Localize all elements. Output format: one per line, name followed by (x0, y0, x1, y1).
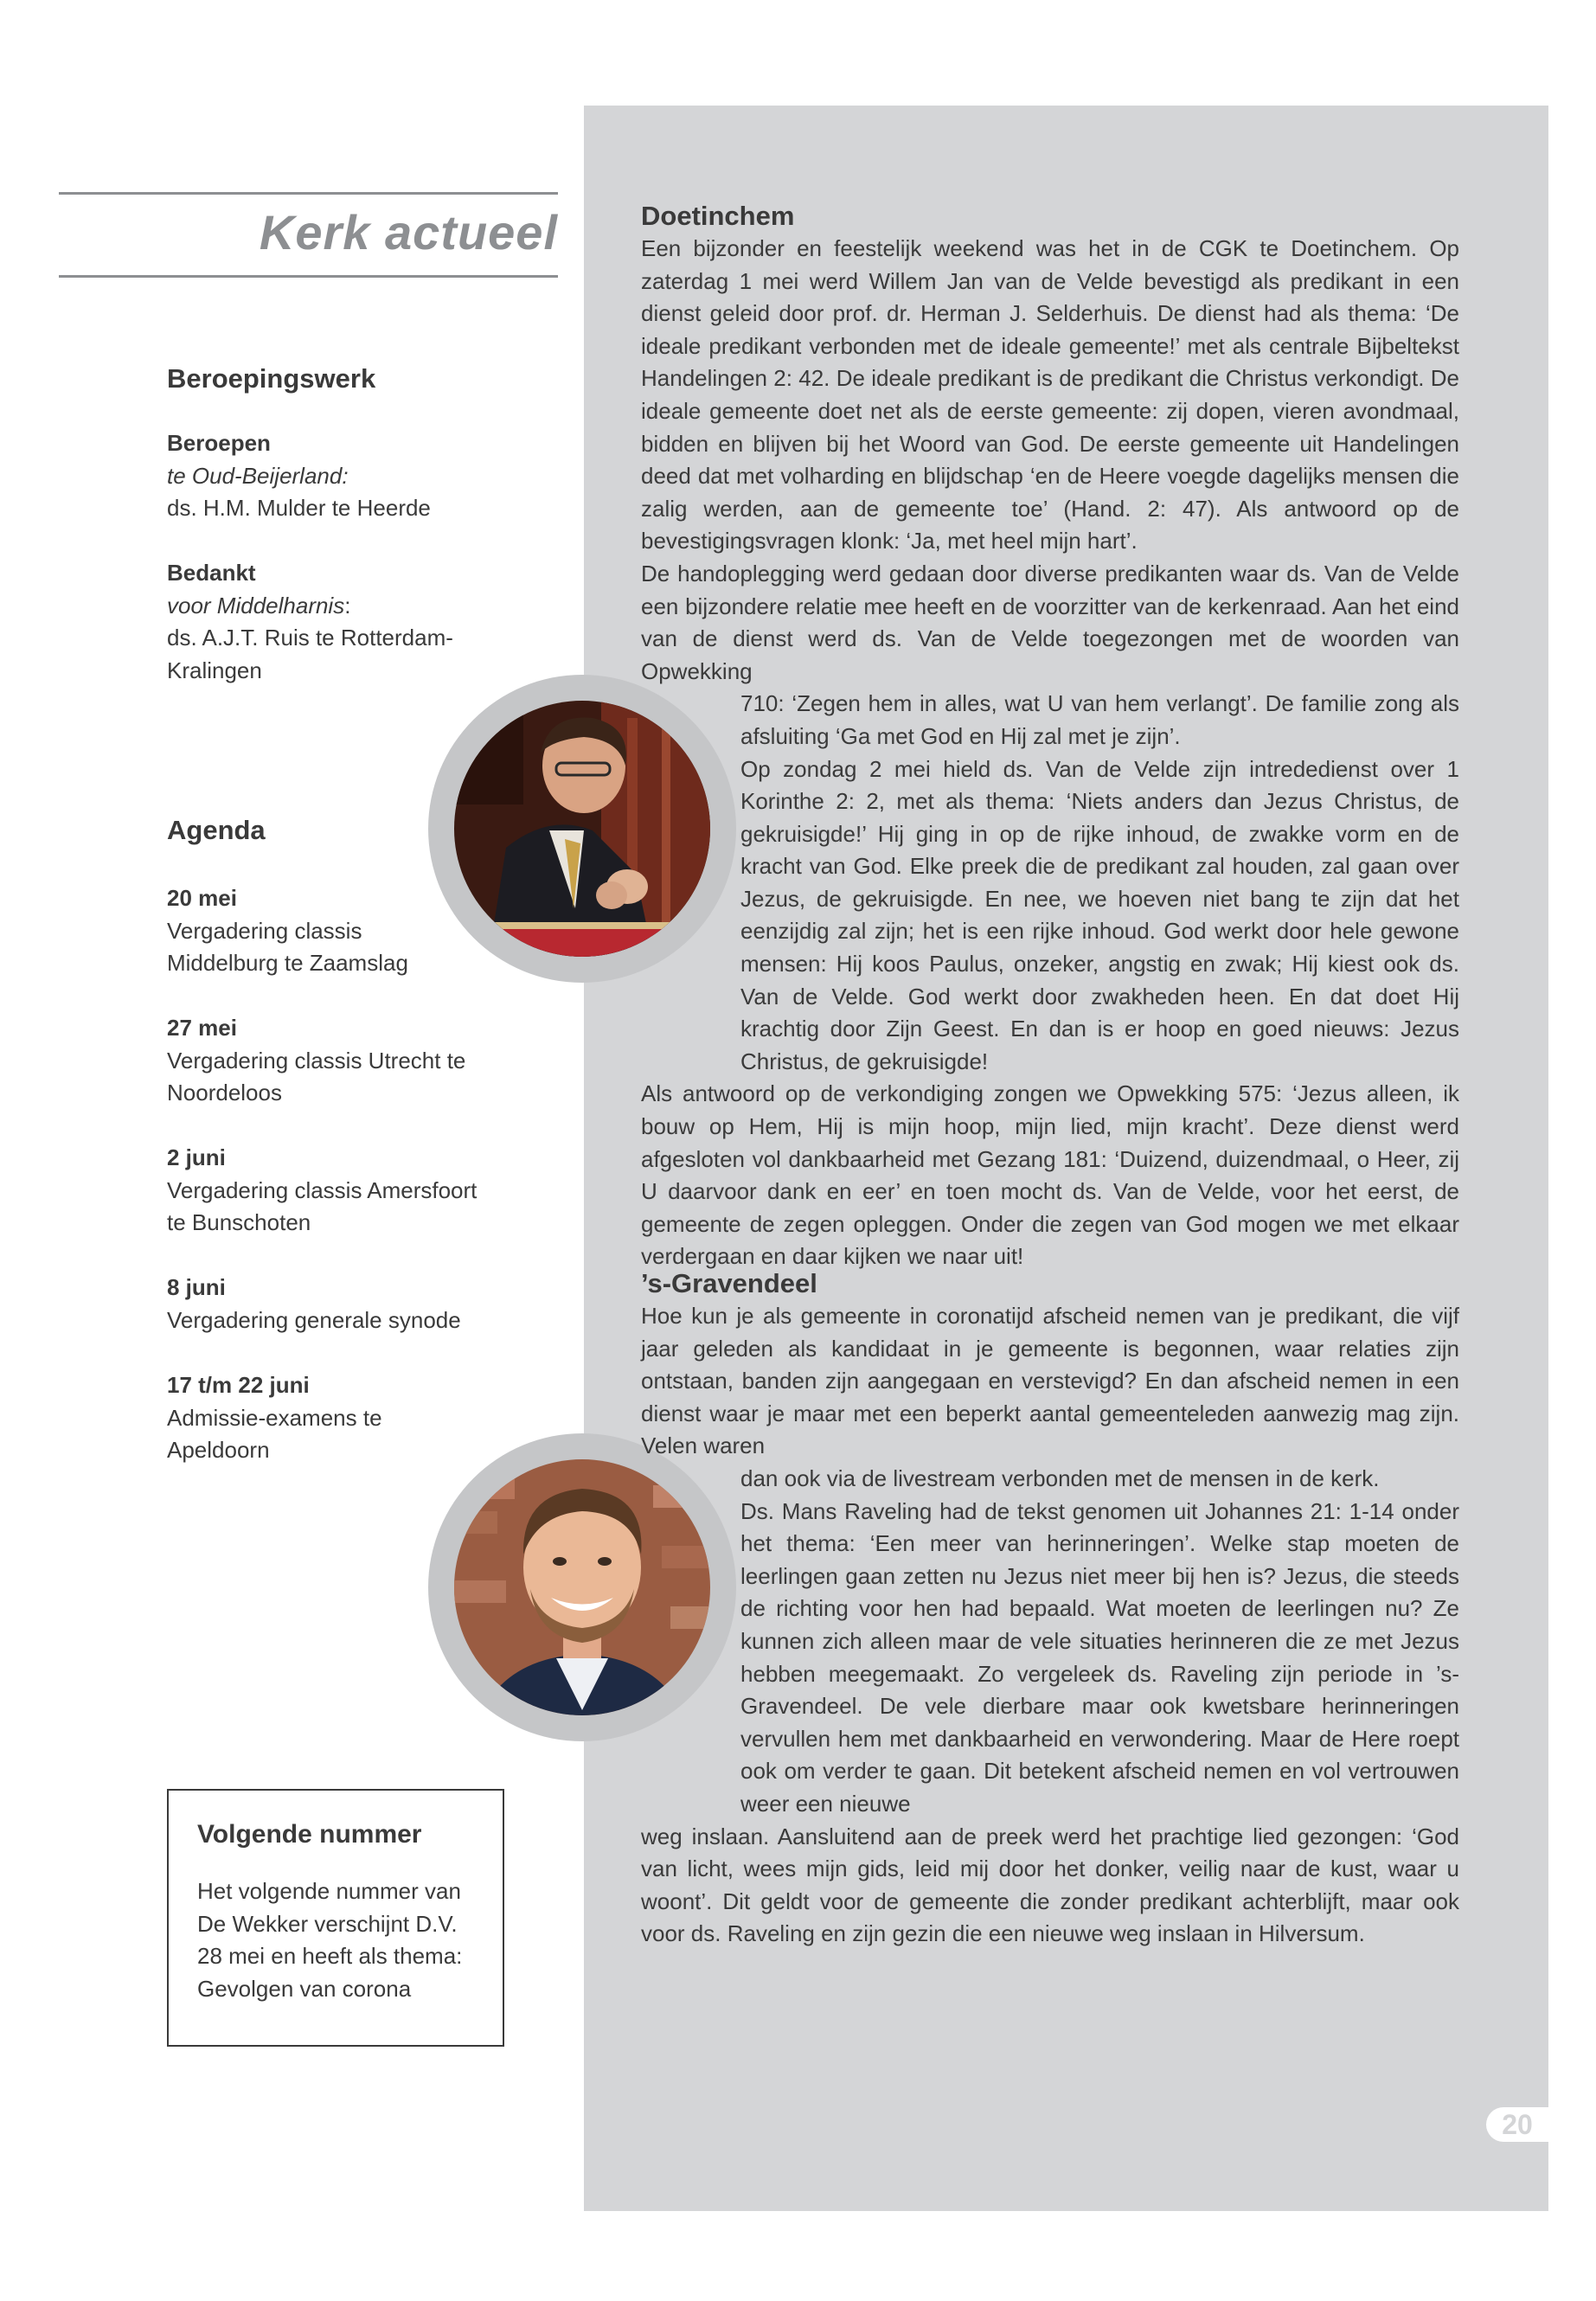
bedankt-label: Bedankt (167, 560, 256, 586)
agenda-date: 17 t/m 22 juni (167, 1372, 310, 1398)
agenda-line: Vergadering classis (167, 917, 362, 944)
agenda-line: Vergadering classis Amersfoort (167, 1176, 478, 1203)
next-issue-box (167, 1789, 504, 2047)
article-paragraph: Hoe kun je als gemeente in coronatijd afscheid nemen van je predikant, die vijf jaar geleden als kandidaat in je gemeente is begonnen, waar relaties zijn ontstaan, banden zijn aangegaan en verstevigd? En dan afscheid nemen in een dienst waar je maar met een beperkt aantal gemeenteleden aanwezig mag zijn. Velen waren (641, 1303, 1459, 1459)
next-issue-line: 28 mei en heeft als thema: (197, 1943, 463, 1970)
agenda-item (167, 1369, 530, 1467)
bedankt-colon: : (344, 592, 351, 619)
article-title: Doetinchem (641, 201, 795, 231)
agenda-date: 2 juni (167, 1144, 226, 1170)
next-issue-line: De Wekker verschijnt D.V. (197, 1910, 458, 1937)
article-paragraph: Een bijzonder en feestelijk weekend was het in de CGK te Doetinchem. Op zaterdag 1 mei werd Willem Jan van de Velde bevestigd als predikant in een dienst geleid door prof. dr. Herman J. Selderhuis. De dienst had als thema: ‘De ideale predikant verbonden met de ideale gemeente!’ met als centrale Bijbeltekst Handelingen 2: 42. De ideale predikant is de predikant die Christus verkondigt. De ideale gemeente doet net als de eerste gemeente: zij dopen, vieren avondmaal, bidden en blijven bij het Woord van God. De eerste gemeente uit Handelingen deed dat met volharding en blijdschap ‘en de Heere voegde dagelijks mensen die zalig werden, aan de gemeente toe’ (Hand. 2: 47). Als antwoord op de bevestigingsvragen klonk: ‘Ja, met heel mijn hart’. (641, 235, 1459, 554)
article-paragraph: Ds. Mans Raveling had de tekst genomen uit Johannes 21: 1-14 onder het thema: ‘Een meer van herinneringen’. Welke stap moeten de leerlingen gaan zetten nu Jezus niet meer bij hen is? Jezus, die steeds de richting voor hen had bepaald. Wat moeten de leerlingen nu? Ze kunnen zich alleen maar de vele situaties herinneren die ze met Jezus hebben meegemaakt. Zo vergeleek ds. Raveling zijn periode in ’s-Gravendeel. De vele dierbare maar ook kwetsbare herinneringen vervullen hem met dankbaarheid en verwondering. Maar de Here roept ook om verder te gaan. Dit betekent afscheid nemen en vol vertrouwen weer een nieuwe (740, 1497, 1459, 1817)
agenda-line: te Bunschoten (167, 1209, 311, 1236)
bedankt-name-2: Kralingen (167, 657, 262, 683)
article-paragraph: De handoplegging werd gedaan door diverse predikanten waar ds. Van de Velde een bijzondere relatie mee heeft en de voorzitter van de kerkenraad. Aan het eind van de dienst werd ds. Van de Velde toegezongen met de woorden van Opwekking (641, 560, 1459, 684)
agenda-date: 27 mei (167, 1015, 237, 1041)
agenda-item (167, 1142, 530, 1240)
beroepen-label: Beroepen (167, 430, 271, 456)
agenda-date: 8 juni (167, 1274, 226, 1300)
article-paragraph: Als antwoord op de verkondiging zongen we Opwekking 575: ‘Jezus alleen, ik bouw op Hem, Hij is mijn hoop, mijn lied, mijn kracht’. Deze dienst werd afgesloten vol dankbaarheid met Gezang 181: ‘Duizend, duizendmaal, o Heer, zij U daarvoor dank en eer’ en toen mocht ds. Van de Velde, voor het eerst, de gemeente de zegen opleggen. Onder die zegen van God mogen we met elkaar verdergaan en daar kijken we naar uit! (641, 1080, 1459, 1270)
next-issue-line: Het volgende nummer van (197, 1878, 461, 1904)
beroepen-block (167, 427, 530, 525)
article-paragraph: Op zondag 2 mei hield ds. Van de Velde zijn intrededienst over 1 Korinthe 2: 2, met als thema: ‘Niets anders dan Jezus Christus, de gekruisigde!’ Hij ging in op de rijke inhoud, de zwakke vorm en de kracht van God. Elke preek die de predikant zal houden, zal gaan over Jezus, de gekruisigde. En nee, we hoeven niet bang te zijn dat het eenzijdig zal zijn; het is een rijke inhoud. God werkt door hele gewone mensen: Hij koos Paulus, onzeker, angstig en zwak; Hij kiest ook ds. Van de Velde. God werkt door zwakheden heen. En dat doet Hij krachtig door Zijn Geest. En dan is er hoop en goed nieuws: Jezus Christus, de gekruisigde! (740, 755, 1459, 1074)
beroepingswerk-title: Beroepingswerk (167, 363, 376, 394)
agenda-line: Middelburg te Zaamslag (167, 950, 408, 977)
article-paragraph: dan ook via de livestream verbonden met de mensen in de kerk. (740, 1465, 1380, 1491)
agenda-item (167, 1272, 530, 1336)
bedankt-place: voor Middelharnis (167, 592, 345, 619)
agenda-line: Vergadering classis Utrecht te (167, 1047, 466, 1074)
header-rule-top (59, 192, 558, 195)
header-rule-bottom (59, 275, 558, 278)
article-gravendeel (641, 1267, 1459, 1951)
next-issue-line: Gevolgen van corona (197, 1975, 412, 2002)
agenda-line: Noordeloos (167, 1080, 282, 1106)
article-doetinchem (641, 200, 1459, 1273)
next-issue-title: Volgende nummer (197, 1820, 422, 1849)
article-title: ’s-Gravendeel (641, 1268, 817, 1298)
agenda-item (167, 1012, 530, 1110)
page-number: 20 (1486, 2107, 1548, 2142)
section-title: Kerk actueel (259, 205, 558, 260)
agenda-date: 20 mei (167, 885, 237, 911)
agenda-line: Apeldoorn (167, 1437, 270, 1464)
bedankt-block (167, 557, 530, 687)
agenda-line: Vergadering generale synode (167, 1306, 461, 1333)
article-paragraph: 710: ‘Zegen hem in alles, wat U van hem verlangt’. De familie zong als afsluiting ‘Ga met God en Hij zal met je zijn’. (740, 690, 1459, 749)
article-paragraph: weg inslaan. Aansluitend aan de preek werd het prachtige lied gezongen: ‘God van licht, wees mijn gids, leid mij door het donker, veilig naar de kust, waar u woont’. Dit geldt voor de gemeente die zonder predikant achterblijft, maar ook voor ds. Raveling en zijn gezin die een nieuwe weg inslaan in Hilversum. (641, 1823, 1459, 1947)
bedankt-name-1: ds. A.J.T. Ruis te Rotterdam- (167, 625, 453, 651)
beroepen-name: ds. H.M. Mulder te Heerde (167, 495, 431, 522)
bedankt-place-line (167, 590, 530, 623)
beroepen-place: te Oud-Beijerland: (167, 462, 349, 489)
agenda-line: Admissie-examens te (167, 1404, 382, 1431)
agenda-title: Agenda (167, 815, 266, 845)
